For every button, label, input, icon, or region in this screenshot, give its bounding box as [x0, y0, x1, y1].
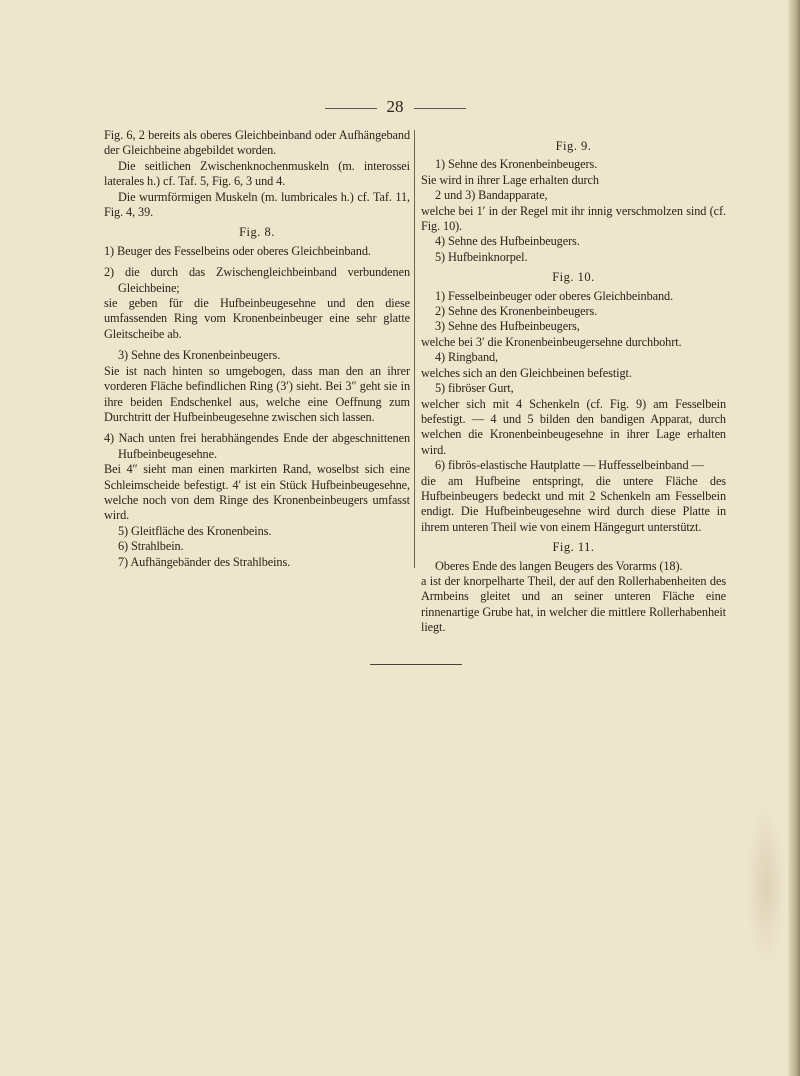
legend-item: Oberes Ende des langen Beugers des Vorarms (18).	[435, 558, 683, 573]
page-number: 28	[386, 97, 404, 116]
legend-item: 4) Sehne des Hufbeinbeugers.	[435, 234, 580, 249]
legend-description: welche bei 1′ in der Regel mit ihr innig verschmolzen sind (cf. Fig. 10).	[421, 203, 726, 234]
legend-description: a ist der knorpelharte Theil, der auf den Rollerhabenheiten des Armbeins gleitet und an seiner unteren Fläche eine rinnenartige Grube hat, in welcher die mittlere Rollerhabenheit liegt.	[421, 573, 726, 635]
legend-item: 5) Hufbeinknorpel.	[435, 249, 528, 264]
legend-description: welche bei 3′ die Kronenbeinbeugersehne durchbohrt.	[421, 334, 682, 349]
intro-paragraph: Fig. 6, 2 bereits als oberes Gleichbeinband oder Aufhängeband der Gleichbeine abgebildet worden.	[104, 128, 410, 158]
legend-item: 1) Sehne des Kronenbeinbeugers.	[435, 157, 598, 172]
legend-item: 5) fibröser Gurt,	[435, 381, 514, 396]
header-rule-right	[414, 108, 466, 109]
legend-item: 1) Beuger des Fesselbeins oder oberes Gleichbeinband.	[104, 243, 371, 258]
legend-item: 3) Sehne des Kronenbeinbeugers.	[118, 348, 281, 363]
legend-item: 3) Sehne des Hufbeinbeugers,	[435, 319, 580, 334]
legend-description: sie geben für die Hufbeinbeugesehne und den diese umfassenden Ring vom Kronenbeinbeuger eine sehr glatte Gleitscheibe ab.	[104, 296, 410, 341]
right-column	[421, 134, 726, 636]
legend-item: 5) Gleitfläche des Kronenbeins.	[118, 523, 272, 538]
legend-item: 2 und 3) Bandapparate,	[435, 188, 548, 203]
legend-description: welcher sich mit 4 Schenkeln (cf. Fig. 9) am Fesselbein befestigt. — 4 und 5 bilden den bandigen Apparat, durch welchen die Kronenbeinbeugesehne in ihrer Lage erhalten wird.	[421, 396, 726, 457]
left-column	[104, 128, 410, 570]
intro-paragraph: Die wurmförmigen Muskeln (m. lumbricales h.) cf. Taf. 11, Fig. 4, 39.	[104, 189, 410, 220]
legend-description: Sie ist nach hinten so umgebogen, dass man den an ihrer vorderen Fläche befindlichen Ring (3′) sieht. Bei 3″ geht sie in ihre beiden Endschenkel aus, welche eine Oeffnung zum Durchtritt der Hufbeinbeugesehne zwischen sich lassen.	[104, 363, 410, 424]
legend-item: 2) Sehne des Kronenbeinbeugers.	[435, 304, 598, 319]
legend-item: 2) die durch das Zwischengleichbeinband verbundenen Gleichbeine;	[104, 265, 410, 295]
legend-description: welches sich an den Gleichbeinen befestigt.	[421, 365, 632, 380]
legend-description: die am Hufbeine entspringt, die untere Fläche des Hufbeinbeugers bedeckt und mit 2 Schenkeln am Fesselbein endigt. Die Hufbeinbeugesehne wird durch diese Platte in ihrem unteren Theil wie von einem Hängegurt unterstützt.	[421, 473, 726, 534]
legend-description: Bei 4″ sieht man einen markirten Rand, woselbst sich eine Schleimscheide befestigt. 4′ ist ein Stück Hufbeinbeugesehne, welche noch von dem Ringe des Kronenbeinbeugers umfasst wird.	[104, 462, 410, 523]
legend-item: 6) Strahlbein.	[118, 539, 184, 554]
figure-heading: Fig. 10.	[552, 270, 595, 285]
paper-stain	[746, 806, 786, 966]
legend-item: 1) Fesselbeinbeuger oder oberes Gleichbeinband.	[435, 288, 674, 303]
column-divider	[414, 130, 415, 568]
figure-heading: Fig. 9.	[555, 139, 592, 153]
legend-item: 4) Ringband,	[435, 350, 499, 365]
figure-heading: Fig. 11.	[552, 540, 595, 555]
legend-description: Sie wird in ihrer Lage erhalten durch	[421, 172, 599, 187]
page-edge	[788, 0, 800, 1076]
figure-heading: Fig. 8.	[239, 225, 275, 240]
legend-item: 6) fibrös-elastische Hautplatte — Huffesselbeinband —	[435, 458, 704, 473]
intro-paragraph: Die seitlichen Zwischenknochenmuskeln (m. interossei laterales h.) cf. Taf. 5, Fig. 6, 3 und 4.	[104, 158, 410, 189]
page-header	[0, 97, 790, 117]
legend-item: 7) Aufhängebänder des Strahlbeins.	[118, 554, 291, 569]
end-rule	[370, 664, 462, 665]
legend-item: 4) Nach unten frei herabhängendes Ende der abgeschnittenen Hufbeinbeugesehne.	[104, 431, 410, 461]
header-rule-left	[325, 108, 377, 109]
